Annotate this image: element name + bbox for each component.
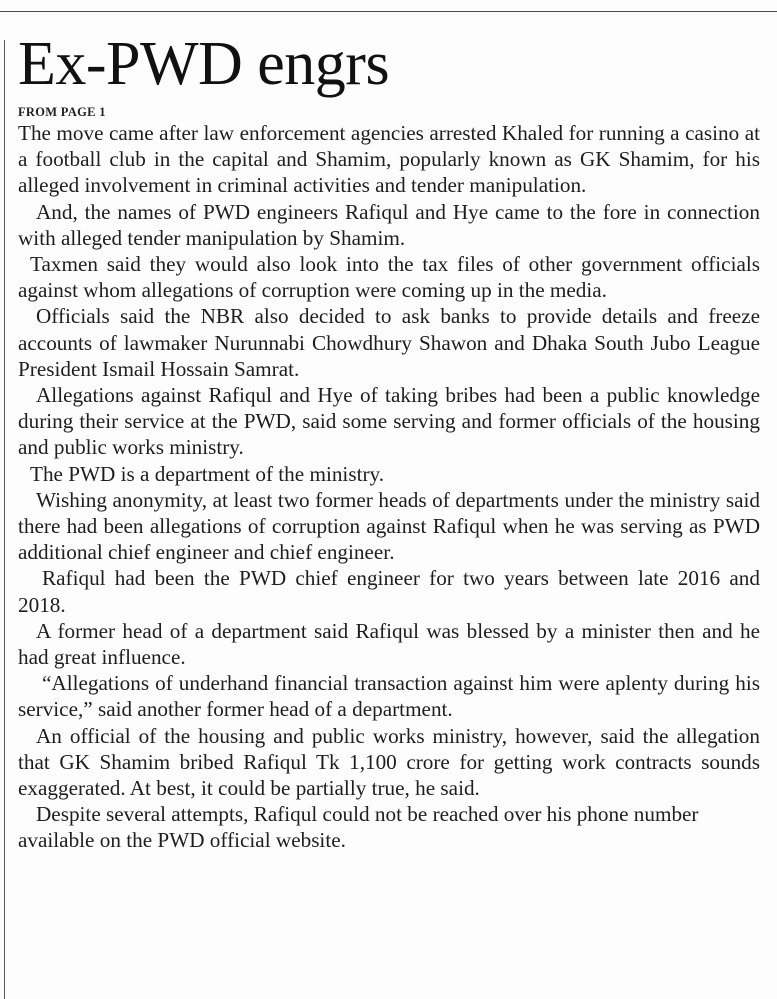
paragraph: And, the names of PWD engineers Rafiqul and Hye came to the fore in connection with alleged tender manipulation by Shamim.: [18, 199, 760, 250]
article-body: [18, 120, 760, 854]
paragraph: “Allegations of underhand financial transaction against him were aplenty during his service,” said another former head of a department.: [18, 671, 760, 722]
paragraph: Despite several attempts, Rafiqul could not be reached over his phone number available on the PWD official website.: [18, 802, 699, 853]
paragraph: A former head of a department said Rafiqul was blessed by a minister then and he had great influence.: [18, 618, 760, 670]
column-rule: [4, 40, 5, 999]
paragraph: An official of the housing and public works ministry, however, said the allegation that GK Shamim bribed Rafiqul Tk 1,100 crore for getting work contracts sounds exaggerated. At best, it could be partially true, he said.: [18, 723, 760, 801]
paragraph: Officials said the NBR also decided to ask banks to provide details and freeze accounts of lawmaker Nurunnabi Chowdhury Shawon and Dhaka South Jubo League President Ismail Hossain Samrat.: [18, 304, 760, 381]
paragraph: Rafiqul had been the PWD chief engineer for two years between late 2016 and 2018.: [18, 566, 760, 617]
paragraph: The PWD is a department of the ministry.: [30, 461, 385, 486]
article: [18, 30, 760, 854]
headline: Ex-PWD engrs: [18, 30, 390, 98]
jump-label: FROM PAGE 1: [18, 105, 106, 119]
paragraph: Taxmen said they would also look into the tax files of other government officials against whom allegations of corruption were coming up in the media.: [18, 252, 760, 303]
paragraph: Allegations against Rafiqul and Hye of taking bribes had been a public knowledge during their service at the PWD, said some serving and former officials of the housing and public works ministry.: [18, 383, 760, 460]
paragraph: The move came after law enforcement agencies arrested Khaled for running a casino at a football club in the capital and Shamim, popularly known as GK Shamim, for his alleged involvement in criminal activities and tender manipulation.: [18, 121, 760, 198]
top-rule: [0, 11, 777, 12]
paragraph: Wishing anonymity, at least two former heads of departments under the ministry said there had been allegations of corruption against Rafiqul when he was serving as PWD additional chief engineer and chief engineer.: [18, 487, 760, 565]
